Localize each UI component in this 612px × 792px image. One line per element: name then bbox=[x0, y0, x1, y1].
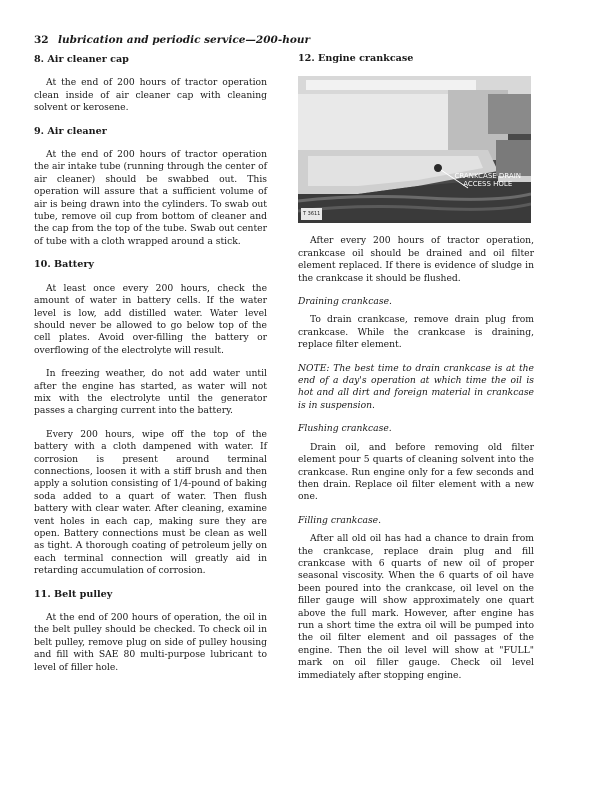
page-header bbox=[34, 34, 310, 46]
section-10-title: 10. Battery bbox=[34, 259, 94, 271]
section-10-text-2: In freezing weather, do not add water until after the engine has started, as water will not mix with the electrolyte until the generator passes a charging current into the battery. bbox=[34, 368, 267, 417]
photo-code: T 3611 bbox=[301, 208, 322, 220]
running-title: lubrication and periodic service—200-hour bbox=[57, 34, 311, 46]
right-column bbox=[298, 53, 534, 693]
section-8-title: 8. Air cleaner cap bbox=[34, 54, 129, 65]
draining-text: To drain crankcase, remove drain plug from crankcase. While the crankcase is draining, replace filter element. bbox=[298, 314, 534, 351]
filling-text: After all old oil has had a chance to drain from the crankcase, replace drain plug and fill crankcase with 6 quarts of new oil of proper seasonal viscosity. When the 6 quarts of oil have been poured into the crankcase, oil level on the filler gauge will show approximately one quart above the full mark. However, after engine has run a short time the extra oil will be pumped into the oil filter element and oil passages of the engine. Then the oil level will show at "FULL" mark on oil filler gauge. Check oil level immediately after stopping engine. bbox=[298, 533, 534, 681]
section-9-text: At the end of 200 hours of tractor operation the air intake tube (running through the center of air cleaner) should be swabbed out. This operation will assure that a sufficient volume of air is being drawn into the cylinders. To swab out tube, remove oil cup from bottom of cleaner and the cap from the top of the tube. Swab out center of tube with a cloth wrapped around a stick. bbox=[34, 149, 267, 247]
draining-title: Draining crankcase. bbox=[298, 296, 392, 308]
photo-callout-line-1: CRANKCASE DRAIN bbox=[454, 172, 521, 181]
flushing-title: Flushing crankcase. bbox=[298, 423, 392, 435]
left-column bbox=[34, 54, 267, 685]
section-10-text-1: At least once every 200 hours, check the amount of water in battery cells. If the water level is low, add distilled water. Water level should never be allowed to go below top of the cell plates. Avoid over-filling the battery or overflowing of the electrolyte will result. bbox=[34, 282, 267, 356]
section-12-title: 12. Engine crankcase bbox=[298, 53, 414, 64]
section-11-text: At the end of 200 hours of operation, the oil in the belt pulley should be checked. To check oil in belt pulley, remove plug on side of pulley housing and fill with SAE 80 multi-purpose lubricant to level of filler hole. bbox=[34, 612, 267, 673]
crankcase-intro: After every 200 hours of tractor operation, crankcase oil should be drained and oil filter element replaced. If there is evidence of sludge in the crankcase it should be flushed. bbox=[298, 235, 534, 284]
filling-title: Filling crankcase. bbox=[298, 514, 382, 526]
section-9-title: 9. Air cleaner bbox=[34, 125, 107, 137]
flushing-text: Drain oil, and before removing old filter element pour 5 quarts of cleaning solvent into the crankcase. Run engine only for a few seconds and then drain. Replace oil filter element with a new one. bbox=[298, 441, 534, 503]
photo-callout-line-2: ACCESS HOLE bbox=[463, 180, 513, 189]
photo-callout bbox=[454, 172, 521, 188]
section-8-text: At the end of 200 hours of tractor operation clean inside of air cleaner cap with cleaning solvent or kerosene. bbox=[34, 77, 267, 114]
note-text: NOTE: The best time to drain crankcase is at the end of a day's operation at which time the oil is hot and all dirt and foreign material in crankcase is in suspension. bbox=[298, 362, 534, 411]
crankcase-photo-graphic bbox=[298, 76, 531, 223]
section-10-text-3: Every 200 hours, wipe off the top of the battery with a cloth dampened with water. If corrosion is present around terminal connections, loosen it with a stiff brush and then apply a solution consisting of 1/4-pound of baking soda added to a quart of water. Then flush battery with clear water. After cleaning, examine vent holes in each cap, making sure they are open. Battery connections must be clean as well as tight. A thorough coating of petroleum jelly on each terminal connection will greatly aid in retarding accumulation of corrosion. bbox=[34, 428, 267, 577]
page-number: 32 bbox=[34, 34, 49, 46]
crankcase-photo bbox=[298, 76, 531, 223]
section-11-title: 11. Belt pulley bbox=[34, 588, 113, 600]
